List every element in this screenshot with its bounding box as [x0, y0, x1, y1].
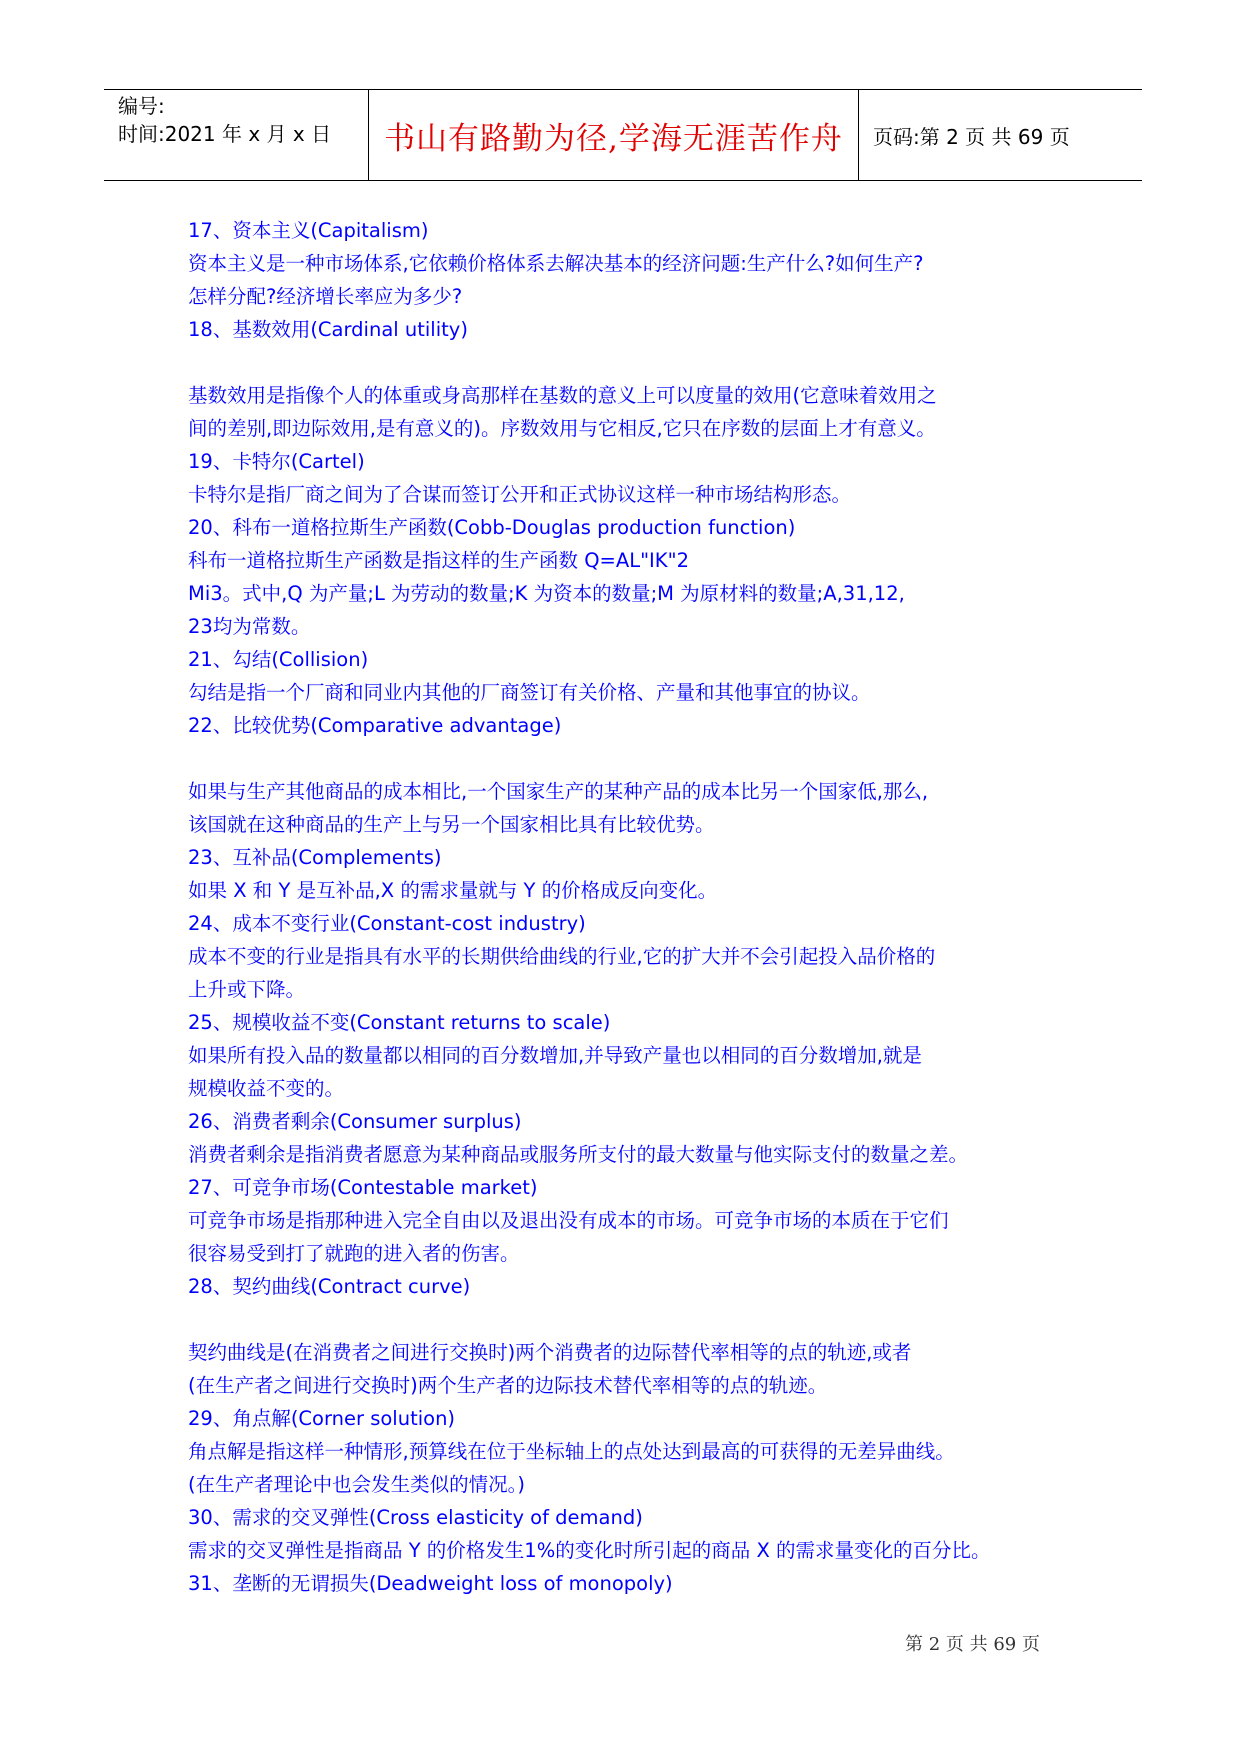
motto-text: 书山有路勤为径,学海无涯苦作舟 [384, 120, 843, 157]
text-line: Mi3。式中,Q 为产量;L 为劳动的数量;K 为资本的数量;M 为原材料的数量;A,31,12, [188, 582, 905, 605]
text-line: 29、角点解(Corner solution) [188, 1407, 456, 1430]
text-line: 19、卡特尔(Cartel) [188, 450, 365, 473]
text-line: 23、互补品(Complements) [188, 846, 442, 869]
document-body [188, 214, 1088, 1600]
text-line: 契约曲线是(在消费者之间进行交换时)两个消费者的边际替代率相等的点的轨迹,或者 [188, 1341, 912, 1364]
text-line: 勾结是指一个厂商和同业内其他的厂商签订有关价格、产量和其他事宜的协议。 [188, 681, 871, 704]
text-line: 18、基数效用(Cardinal utility) [188, 318, 468, 341]
text-line: 角点解是指这样一种情形,预算线在位于坐标轴上的点处达到最高的可获得的无差异曲线。 [188, 1440, 955, 1463]
blank-line [188, 346, 1088, 379]
text-line: 如果所有投入品的数量都以相同的百分数增加,并导致产量也以相同的百分数增加,就是 [188, 1044, 922, 1067]
header-page-info [859, 90, 1142, 180]
header-meta [104, 90, 369, 180]
text-line: 怎样分配?经济增长率应为多少? [188, 285, 463, 308]
text-line: 资本主义是一种市场体系,它依赖价格体系去解决基本的经济问题:生产什么?如何生产? [188, 252, 924, 275]
text-line: 科布一道格拉斯生产函数是指这样的生产函数 Q=AL"IK"2 [188, 549, 689, 572]
text-line: 如果与生产其他商品的成本相比,一个国家生产的某种产品的成本比另一个国家低,那么, [188, 780, 929, 803]
text-line: (在生产者理论中也会发生类似的情况。) [188, 1473, 525, 1496]
header-page-number: 页码:第 2 页 共 69 页 [873, 124, 1070, 149]
text-line: 31、垄断的无谓损失(Deadweight loss of monopoly) [188, 1572, 673, 1595]
text-line: 26、消费者剩余(Consumer surplus) [188, 1110, 522, 1133]
text-line: 21、勾结(Collision) [188, 648, 369, 671]
text-line: 规模收益不变的。 [188, 1077, 345, 1100]
blank-line [188, 742, 1088, 775]
text-line: 基数效用是指像个人的体重或身高那样在基数的意义上可以度量的效用(它意味着效用之 [188, 384, 937, 407]
text-line: (在生产者之间进行交换时)两个生产者的边际技术替代率相等的点的轨迹。 [188, 1374, 828, 1397]
text-line: 30、需求的交叉弹性(Cross elasticity of demand) [188, 1506, 643, 1529]
text-line: 23均为常数。 [188, 615, 311, 638]
blank-line [188, 1303, 1088, 1336]
text-line: 上升或下降。 [188, 978, 306, 1001]
text-line: 28、契约曲线(Contract curve) [188, 1275, 471, 1298]
text-line: 很容易受到打了就跑的进入者的伤害。 [188, 1242, 520, 1265]
footer-page-number: 第 2 页 共 69 页 [905, 1634, 1040, 1655]
text-line: 成本不变的行业是指具有水平的长期供给曲线的行业,它的扩大并不会引起投入品价格的 [188, 945, 936, 968]
page-footer [905, 1630, 1040, 1656]
text-line: 卡特尔是指厂商之间为了合谋而签订公开和正式协议这样一种市场结构形态。 [188, 483, 852, 506]
text-line: 该国就在这种商品的生产上与另一个国家相比具有比较优势。 [188, 813, 715, 836]
text-line: 消费者剩余是指消费者愿意为某种商品或服务所支付的最大数量与他实际支付的数量之差。 [188, 1143, 969, 1166]
text-line: 可竞争市场是指那种进入完全自由以及退出没有成本的市场。可竞争市场的本质在于它们 [188, 1209, 949, 1232]
text-line: 间的差别,即边际效用,是有意义的)。序数效用与它相反,它只在序数的层面上才有意义。 [188, 417, 936, 440]
text-line: 27、可竞争市场(Contestable market) [188, 1176, 538, 1199]
text-line: 22、比较优势(Comparative advantage) [188, 714, 562, 737]
text-line: 需求的交叉弹性是指商品 Y 的价格发生1%的变化时所引起的商品 X 的需求量变化的百分比。 [188, 1539, 991, 1562]
header-motto [369, 90, 859, 180]
text-line: 20、科布一道格拉斯生产函数(Cobb-Douglas production function) [188, 516, 796, 539]
document-number-label: 编号: [118, 94, 165, 118]
text-line: 24、成本不变行业(Constant-cost industry) [188, 912, 586, 935]
document-time-label: 时间:2021 年 x 月 x 日 [118, 122, 332, 146]
text-line: 17、资本主义(Capitalism) [188, 219, 429, 242]
page-header [104, 89, 1142, 181]
text-line: 25、规模收益不变(Constant returns to scale) [188, 1011, 611, 1034]
text-line: 如果 X 和 Y 是互补品,X 的需求量就与 Y 的价格成反向变化。 [188, 879, 718, 902]
